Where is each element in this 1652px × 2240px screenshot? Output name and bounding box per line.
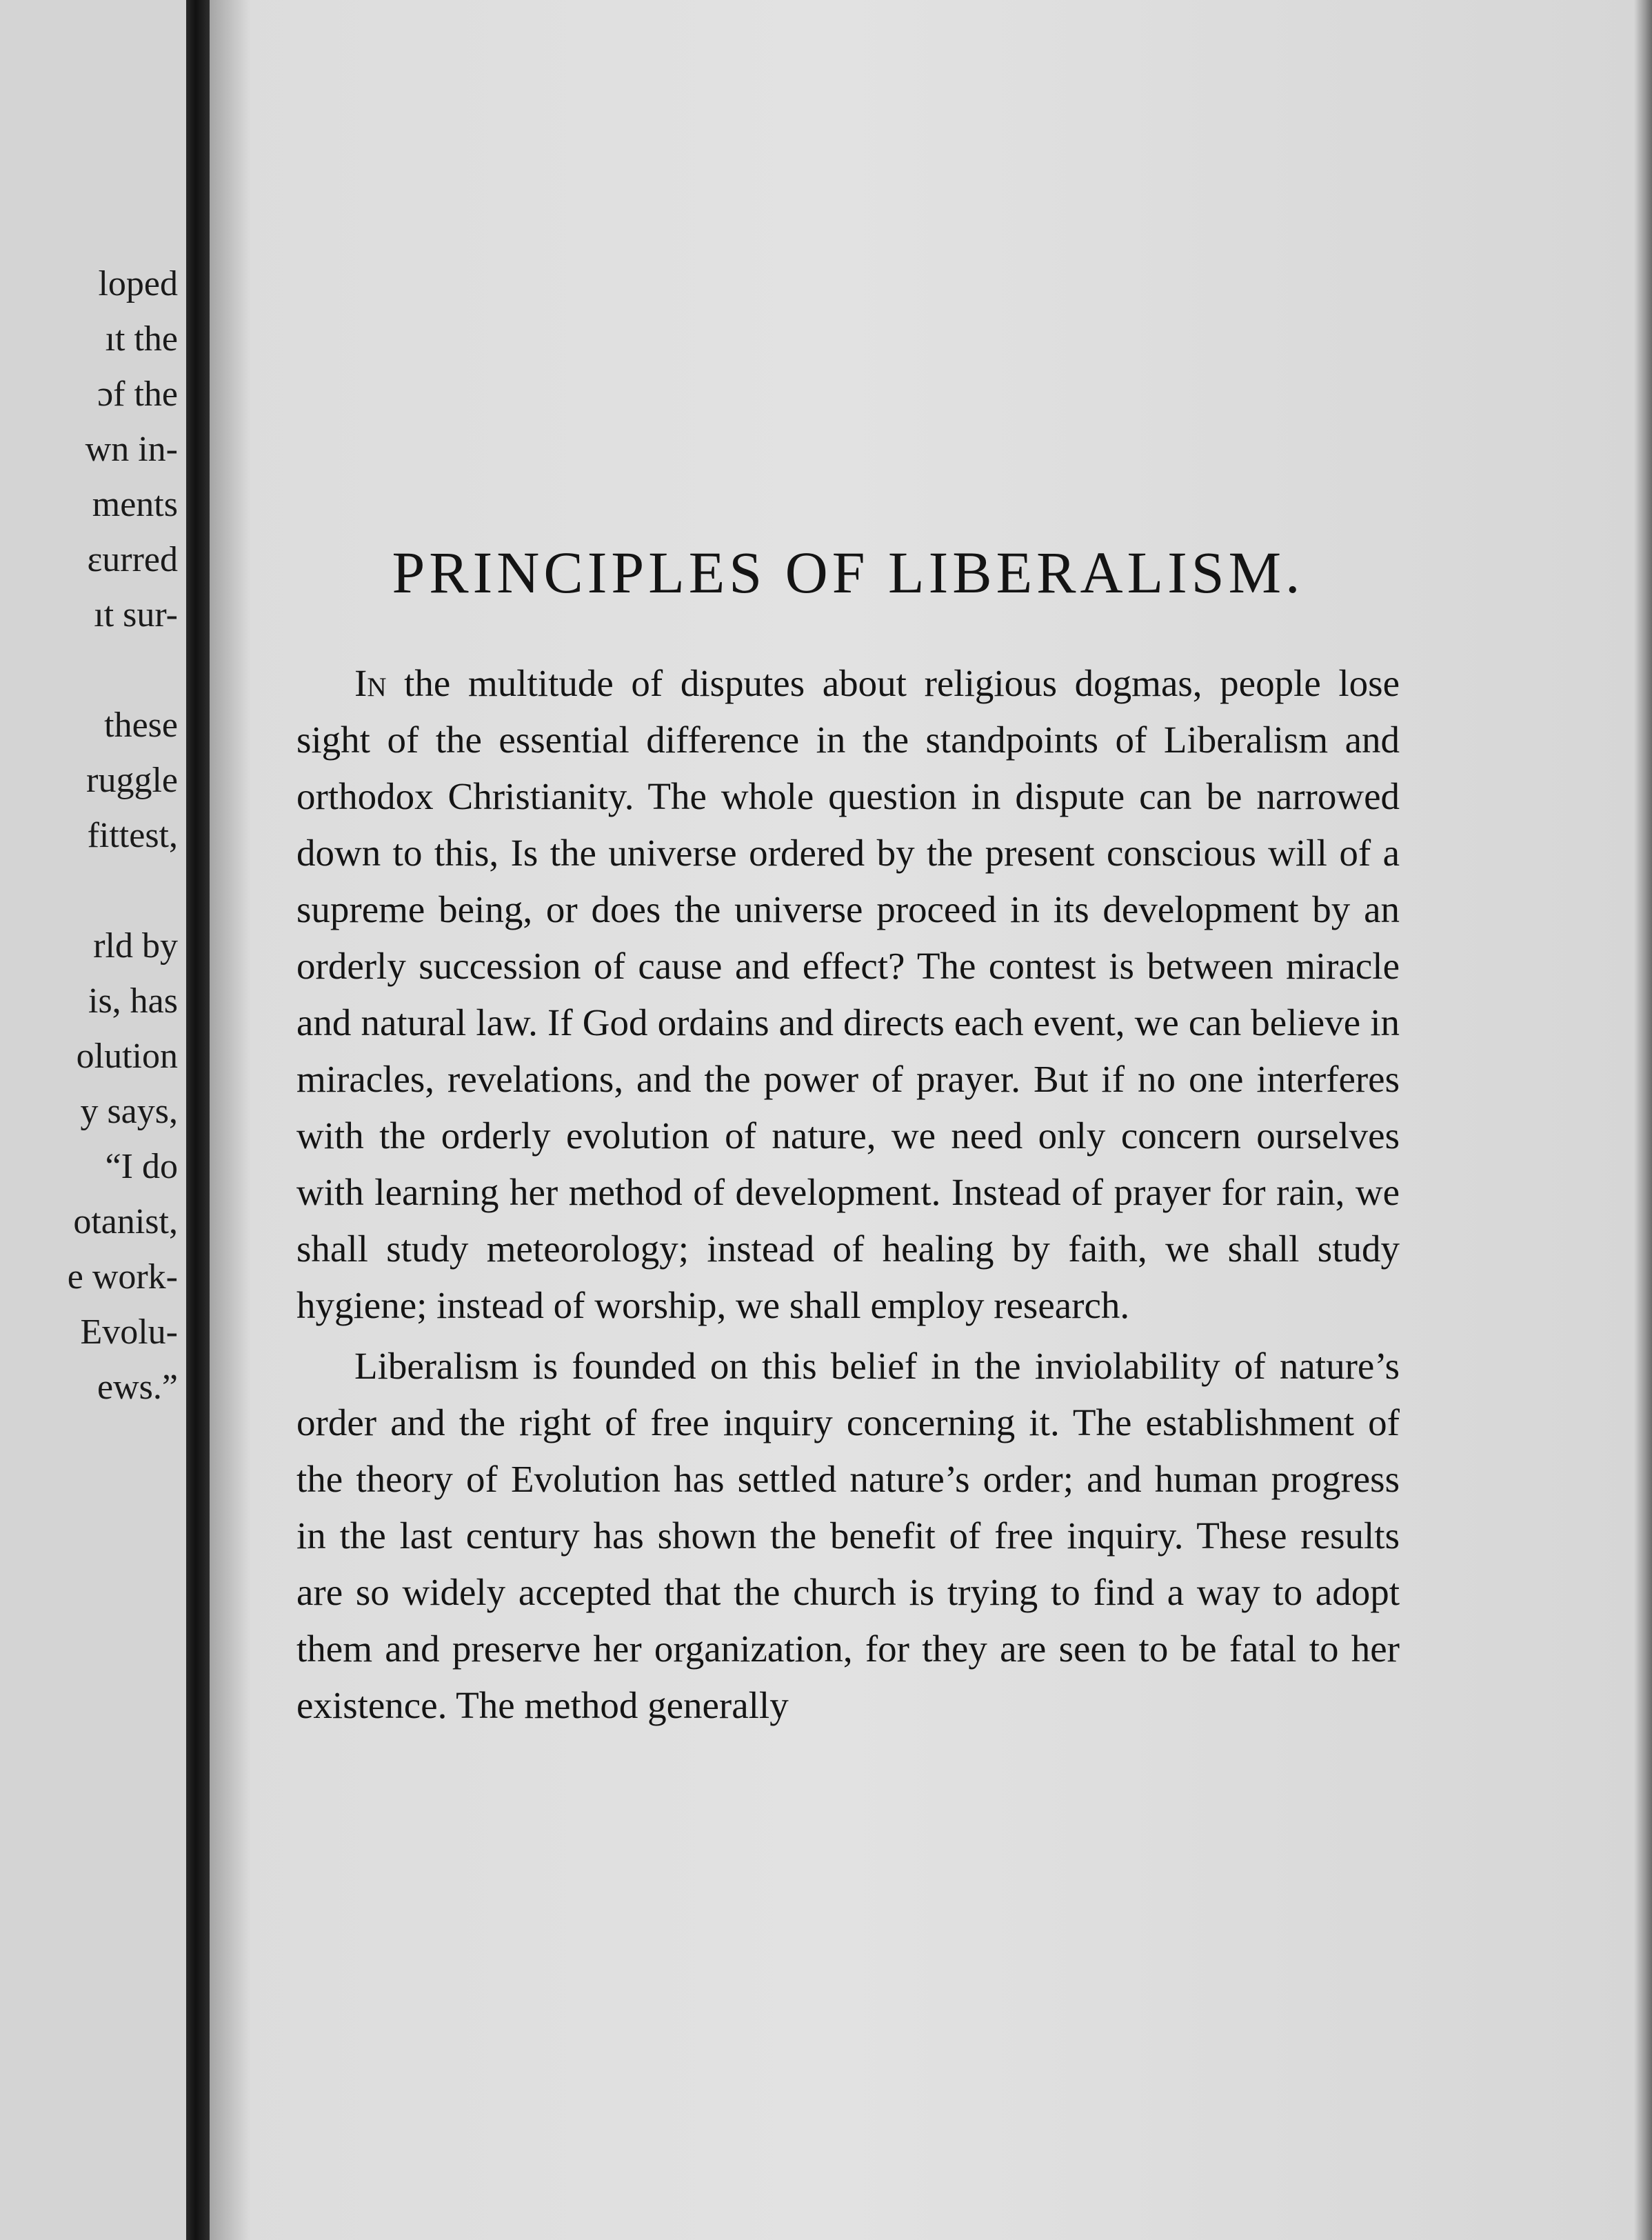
previous-page-line: ɔf the [97,374,178,414]
previous-page-line: ments [92,485,178,524]
paragraph [296,1338,1400,1734]
page-edge [1634,0,1652,2240]
previous-page-line: ıt sur- [94,595,178,634]
previous-page-line: ıt the [105,319,178,359]
previous-page-line: is, has [88,981,178,1021]
previous-page-line: these [104,706,178,745]
previous-page-line: ruggle [86,761,178,800]
previous-page-line: ews.” [97,1368,178,1407]
paragraph-lead: In [354,662,387,704]
body-text [296,655,1400,1734]
paragraph [296,655,1400,1334]
previous-page-line [68,863,178,919]
previous-page-fragment [0,0,186,2240]
previous-page-line: e work- [67,1257,178,1297]
previous-page-line: rld by [93,926,178,966]
previous-page-line: olution [76,1037,178,1076]
gutter-shadow [210,0,251,2240]
previous-page-line: otanist, [73,1202,178,1241]
previous-page-line: wn in- [85,430,178,469]
previous-page-line: y says, [80,1092,178,1131]
paragraph-text: the multitude of disputes about religious dogmas, people lose sight of the essential difference in the standpoints of Liberalism and orthodox Christianity. The whole question in dispute can be narrowed down to this, Is the universe ordered by the present conscious will of a supreme being, or does the universe proceed in its development by an orderly succession of cause and effect? The contest is between miracle and natural law. If God ordains and directs each event, we can believe in miracles, revelations, and the power of prayer. But if no one interferes with the orderly evolution of nature, we need only concern ourselves with learning her method of development. Instead of prayer for rain, we shall study meteorology; instead of healing by faith, we shall study hygiene; instead of worship, we shall employ research. [296,662,1400,1326]
previous-page-text [68,257,178,1415]
book-gutter [186,0,210,2240]
main-page [296,538,1400,1734]
page-title: PRINCIPLES OF LIBERALISM. [392,539,1305,606]
previous-page-line [68,643,178,698]
previous-page-line: fittest, [87,816,178,855]
previous-page-line: loped [98,264,178,303]
previous-page-line: Evolu- [80,1312,178,1352]
previous-page-line: “I do [105,1147,178,1186]
previous-page-line: ɛurred [87,540,178,579]
paragraph-text: Liberalism is founded on this belief in the inviolability of nature’s order and the right of free inquiry concerning it. The establishment of the theory of Evolution has settled nature’s order; and human progress in the last century has shown the benefit of free inquiry. These results are so widely accepted that the church is trying to find a way to adopt them and preserve her organization, for they are seen to be fatal to her existence. The method generally [296,1345,1400,1726]
